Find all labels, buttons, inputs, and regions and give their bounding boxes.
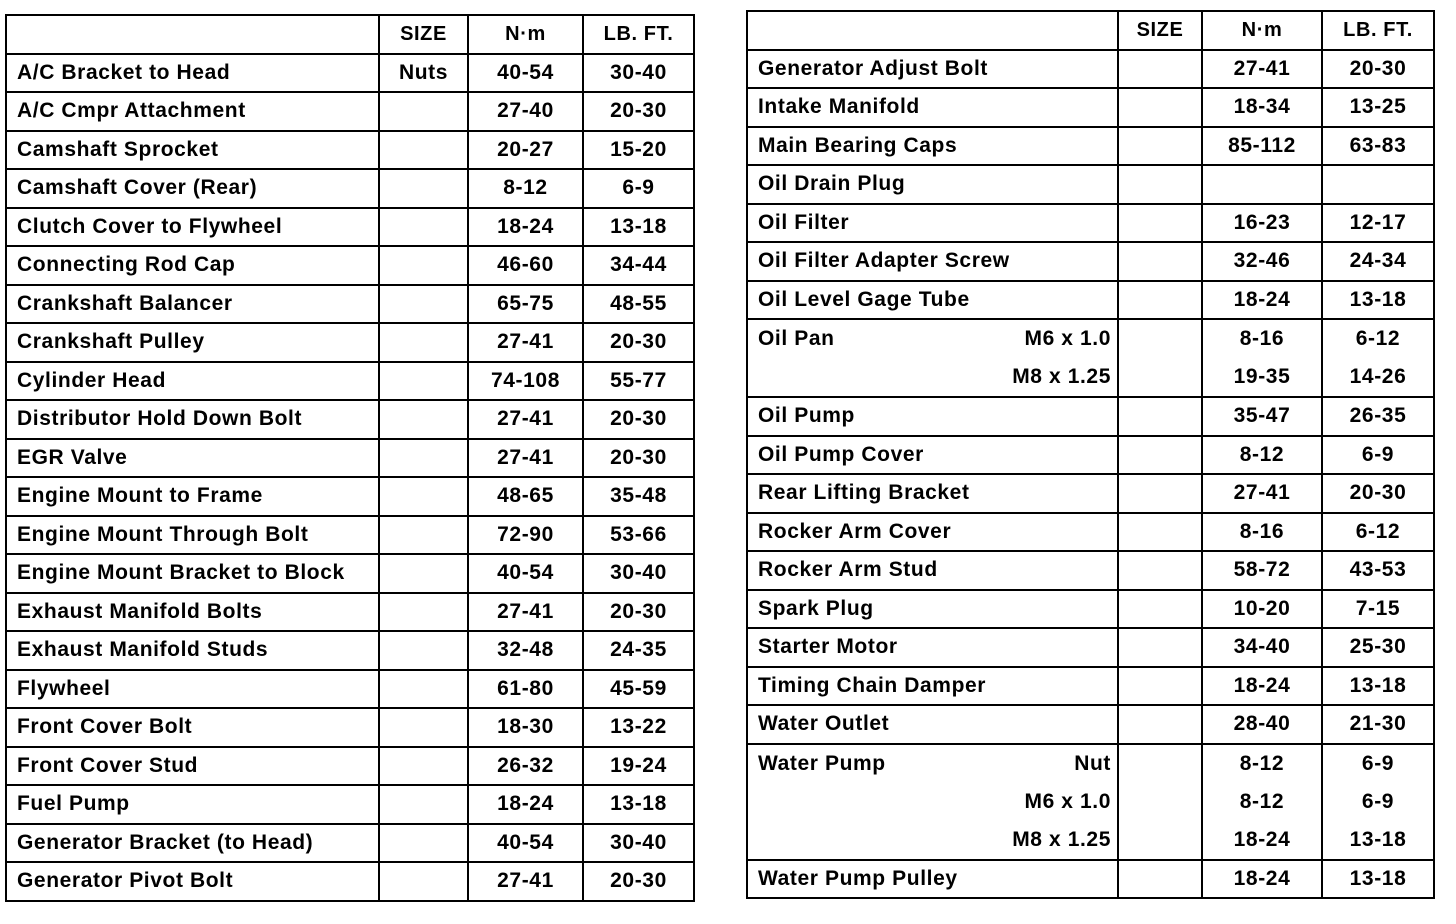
item-size [1118,319,1202,397]
table-row [6,92,694,131]
table-row [6,554,694,593]
item-size [379,477,468,516]
item-name: Oil Filter Adapter Screw [747,242,1118,281]
item-size [1118,513,1202,552]
item-spec: M8 x 1.25 [1012,827,1111,851]
item-name: Cylinder Head [6,362,379,401]
item-lbft: 30-40 [583,824,694,863]
item-nm: 85-112 [1202,127,1322,166]
item-nm: 74-108 [468,362,583,401]
spec-line [758,821,1111,859]
item-nm: 40-54 [468,54,583,93]
header-nm: N·m [468,15,583,54]
table-row [6,323,694,362]
table-row [747,705,1434,744]
header-lbft: LB. FT. [1322,11,1434,50]
table-row [747,551,1434,590]
item-name: Oil Level Gage Tube [747,281,1118,320]
table-row [6,670,694,709]
item-lbft: 20-30 [1322,474,1434,513]
item-lbft: 13-18 [1349,827,1407,851]
item-nm: 27-41 [468,323,583,362]
item-name: Oil Pump [747,397,1118,436]
item-name: A/C Cmpr Attachment [6,92,379,131]
item-lbft: 13-18 [583,785,694,824]
item-nm: 27-41 [468,593,583,632]
spec-line [758,783,1111,821]
table-row-oil-pan [747,319,1434,397]
item-size [1118,127,1202,166]
header-item [6,15,379,54]
item-nm: 18-24 [468,208,583,247]
table-row [747,397,1434,436]
item-nm: 18-24 [468,785,583,824]
item-lbft: 6-9 [1322,436,1434,475]
item-name: Rocker Arm Cover [747,513,1118,552]
table-row [747,127,1434,166]
item-name: Oil Pump Cover [747,436,1118,475]
item-name: Connecting Rod Cap [6,246,379,285]
item-nm: 27-41 [1202,474,1322,513]
item-nm: 34-40 [1202,628,1322,667]
item-nm: 8-12 [1239,751,1285,775]
item-name: Main Bearing Caps [747,127,1118,166]
item-lbft: 20-30 [583,400,694,439]
item-name: Camshaft Cover (Rear) [6,169,379,208]
item-lbft: 48-55 [583,285,694,324]
item-nm: 58-72 [1202,551,1322,590]
item-name: Crankshaft Pulley [6,323,379,362]
table-row [747,242,1434,281]
item-lbft: 24-35 [583,631,694,670]
spec-line [758,358,1111,396]
item-size [379,670,468,709]
item-nm: 27-41 [1202,50,1322,89]
item-name: Camshaft Sprocket [6,131,379,170]
item-lbft: 15-20 [583,131,694,170]
item-name-multi [747,744,1118,860]
item-size [379,708,468,747]
item-nm: 8-16 [1239,327,1285,350]
item-nm: 27-41 [468,439,583,478]
item-name: Generator Bracket (to Head) [6,824,379,863]
item-size [1118,436,1202,475]
item-lbft: 13-18 [583,208,694,247]
item-size [1118,397,1202,436]
item-size [379,516,468,555]
header-size: SIZE [1118,11,1202,50]
item-lbft: 6-9 [1361,789,1395,813]
item-size [379,593,468,632]
item-nm: 18-24 [1202,667,1322,706]
item-nm: 40-54 [468,554,583,593]
item-size [379,747,468,786]
item-nm: 27-41 [468,862,583,901]
item-size [1118,88,1202,127]
item-nm: 46-60 [468,246,583,285]
item-name: Rocker Arm Stud [747,551,1118,590]
table-row [6,246,694,285]
table-row [747,513,1434,552]
item-nm: 8-16 [1202,513,1322,552]
item-size [1118,474,1202,513]
item-nm: 18-24 [1233,827,1291,851]
table-row [6,824,694,863]
item-name: Oil Pan [758,327,835,350]
item-spec: M8 x 1.25 [1012,365,1111,388]
item-nm: 8-12 [1239,789,1285,813]
item-lbft: 63-83 [1322,127,1434,166]
table-row [6,631,694,670]
item-lbft: 35-48 [583,477,694,516]
item-lbft: 26-35 [1322,397,1434,436]
item-name: EGR Valve [6,439,379,478]
item-lbft: 6-9 [1361,751,1395,775]
item-lbft: 20-30 [583,92,694,131]
item-size [379,824,468,863]
item-nm: 20-27 [468,131,583,170]
item-name: Intake Manifold [747,88,1118,127]
item-name: Clutch Cover to Flywheel [6,208,379,247]
item-lbft: 20-30 [583,593,694,632]
header-row [6,15,694,54]
item-name: Rear Lifting Bracket [747,474,1118,513]
item-lbft: 19-24 [583,747,694,786]
table-row [6,362,694,401]
item-nm: 27-41 [468,400,583,439]
item-size [1118,705,1202,744]
item-nm: 40-54 [468,824,583,863]
item-size [379,208,468,247]
item-nm: 65-75 [468,285,583,324]
item-lbft: 13-18 [1322,281,1434,320]
item-size [1118,860,1202,899]
item-size [1118,551,1202,590]
item-nm: 32-46 [1202,242,1322,281]
table-row [747,590,1434,629]
item-nm: 18-24 [1202,860,1322,899]
item-size: Nuts [379,54,468,93]
item-nm: 18-34 [1202,88,1322,127]
item-size [379,92,468,131]
item-lbft-multi [1322,319,1434,397]
item-lbft: 20-30 [583,439,694,478]
item-nm: 27-40 [468,92,583,131]
item-size [1118,204,1202,243]
item-nm: 10-20 [1202,590,1322,629]
item-name: Water Pump [758,751,886,775]
item-size [1118,590,1202,629]
item-nm: 16-23 [1202,204,1322,243]
item-size [379,362,468,401]
item-size [1118,165,1202,204]
item-size [379,131,468,170]
item-lbft: 20-30 [583,323,694,362]
item-size [1118,628,1202,667]
item-lbft: 13-25 [1322,88,1434,127]
table-row [6,131,694,170]
item-spec: M6 x 1.0 [1024,327,1111,350]
item-lbft: 14-26 [1349,365,1407,388]
table-row [6,285,694,324]
item-lbft: 12-17 [1322,204,1434,243]
item-name: A/C Bracket to Head [6,54,379,93]
item-name-multi [747,319,1118,397]
item-lbft: 53-66 [583,516,694,555]
table-row [6,785,694,824]
item-lbft: 55-77 [583,362,694,401]
item-name: Flywheel [6,670,379,709]
item-nm: 32-48 [468,631,583,670]
item-name: Fuel Pump [6,785,379,824]
item-size [379,169,468,208]
table-row [6,747,694,786]
item-name: Engine Mount Through Bolt [6,516,379,555]
table-row [6,708,694,747]
table-row [747,474,1434,513]
item-name: Exhaust Manifold Bolts [6,593,379,632]
item-lbft: 7-15 [1322,590,1434,629]
table-row [6,54,694,93]
table-row [747,50,1434,89]
item-name: Oil Filter [747,204,1118,243]
item-nm-multi [1202,319,1322,397]
item-name: Exhaust Manifold Studs [6,631,379,670]
item-spec: M6 x 1.0 [1024,789,1111,813]
table-row [747,436,1434,475]
table-row [747,628,1434,667]
item-nm: 35-47 [1202,397,1322,436]
table-row [747,204,1434,243]
item-lbft: 6-9 [583,169,694,208]
table-row [747,281,1434,320]
item-size [379,323,468,362]
item-name: Generator Pivot Bolt [6,862,379,901]
item-name: Water Pump Pulley [747,860,1118,899]
table-row [6,862,694,901]
table-row [6,477,694,516]
header-lbft: LB. FT. [583,15,694,54]
spec-line [758,320,1111,358]
item-name: Spark Plug [747,590,1118,629]
item-lbft: 21-30 [1322,705,1434,744]
item-lbft: 20-30 [1322,50,1434,89]
item-nm: 19-35 [1233,365,1291,388]
item-name: Water Outlet [747,705,1118,744]
header-size: SIZE [379,15,468,54]
item-size [379,285,468,324]
item-lbft: 34-44 [583,246,694,285]
item-size [1118,667,1202,706]
item-spec: Nut [1074,751,1111,775]
item-nm [1202,165,1322,204]
item-nm: 26-32 [468,747,583,786]
item-lbft-multi [1322,744,1434,860]
torque-table-right [746,10,1435,899]
header-row [747,11,1434,50]
item-nm: 28-40 [1202,705,1322,744]
item-name: Generator Adjust Bolt [747,50,1118,89]
item-nm: 18-30 [468,708,583,747]
item-size [379,554,468,593]
item-lbft: 6-12 [1322,513,1434,552]
item-lbft [1322,165,1434,204]
item-nm: 72-90 [468,516,583,555]
header-nm: N·m [1202,11,1322,50]
item-name: Distributor Hold Down Bolt [6,400,379,439]
item-name: Engine Mount to Frame [6,477,379,516]
spec-line [758,745,1111,783]
table-row [6,516,694,555]
table-row [6,208,694,247]
item-lbft: 45-59 [583,670,694,709]
item-lbft: 30-40 [583,54,694,93]
item-name: Timing Chain Damper [747,667,1118,706]
torque-table-left [5,14,695,902]
item-lbft: 20-30 [583,862,694,901]
item-lbft: 6-12 [1355,327,1401,350]
item-name: Crankshaft Balancer [6,285,379,324]
table-row [6,439,694,478]
item-lbft: 25-30 [1322,628,1434,667]
table-row [747,88,1434,127]
item-size [1118,281,1202,320]
item-size [379,246,468,285]
item-lbft: 30-40 [583,554,694,593]
item-lbft: 24-34 [1322,242,1434,281]
item-size [1118,50,1202,89]
item-name: Oil Drain Plug [747,165,1118,204]
header-item [747,11,1118,50]
item-name: Engine Mount Bracket to Block [6,554,379,593]
item-size [1118,744,1202,860]
table-row [6,169,694,208]
item-nm: 8-12 [1202,436,1322,475]
item-nm: 61-80 [468,670,583,709]
item-size [379,862,468,901]
item-name: Front Cover Stud [6,747,379,786]
table-row [6,400,694,439]
item-nm-multi [1202,744,1322,860]
item-size [379,400,468,439]
item-lbft: 13-22 [583,708,694,747]
item-size [1118,242,1202,281]
table-row [747,165,1434,204]
table-row-water-pump [747,744,1434,860]
item-lbft: 43-53 [1322,551,1434,590]
item-size [379,439,468,478]
item-nm: 18-24 [1202,281,1322,320]
item-lbft: 13-18 [1322,860,1434,899]
item-lbft: 13-18 [1322,667,1434,706]
table-row [6,593,694,632]
item-name: Front Cover Bolt [6,708,379,747]
item-name: Starter Motor [747,628,1118,667]
table-row [747,860,1434,899]
item-size [379,785,468,824]
table-row [747,667,1434,706]
item-size [379,631,468,670]
item-nm: 48-65 [468,477,583,516]
item-nm: 8-12 [468,169,583,208]
